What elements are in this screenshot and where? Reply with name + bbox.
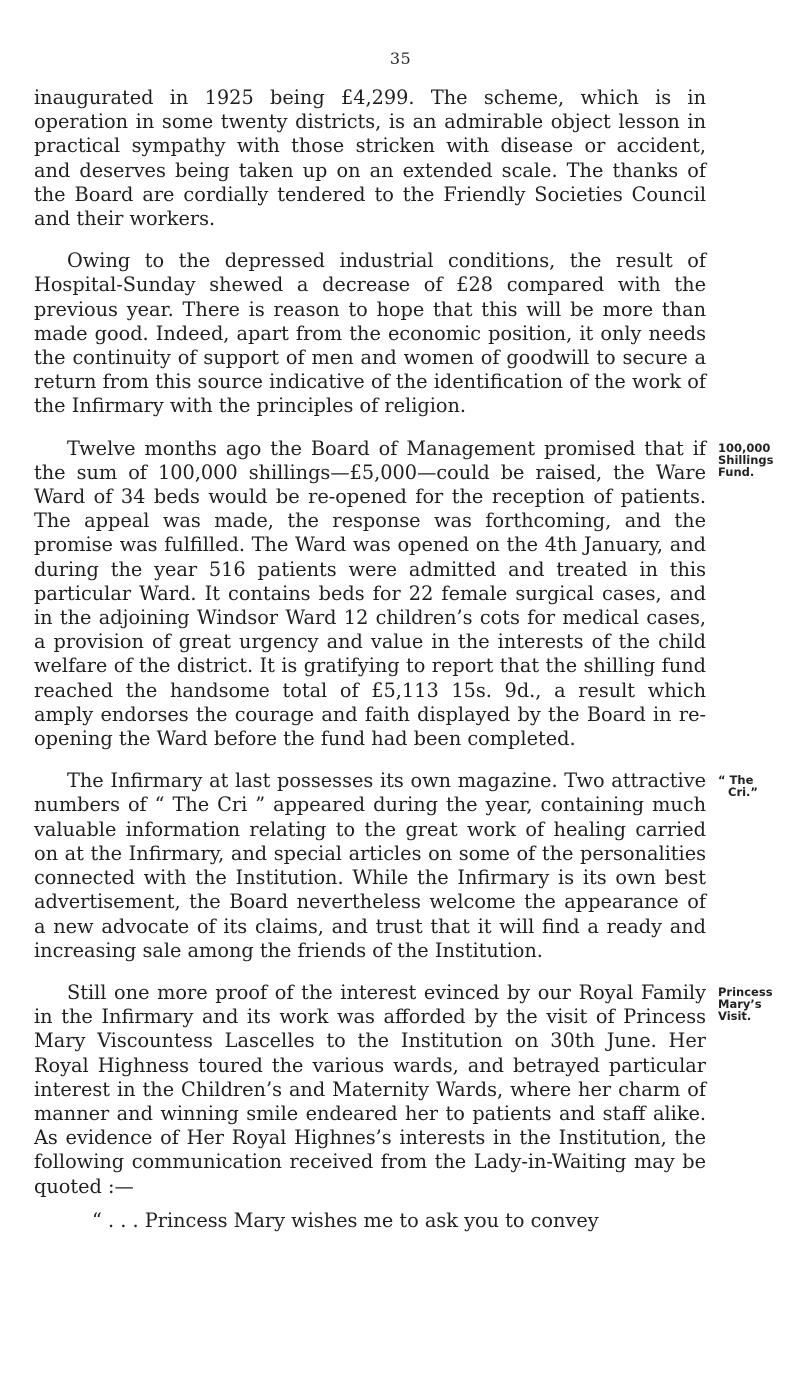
- sidenote-line: Visit.: [718, 1008, 752, 1023]
- paragraph-friendly-societies: inaugurated in 1925 being £4,299. The scheme, which is in operation in some twenty districts, is an admirable object lesson in practical sympathy with those stricken with disease or accident, and deserves being taken up on an extended scale. The thanks of the Board are cordially tendered to the Friendly Societies Council and their workers.: [34, 86, 706, 231]
- sidenote-princess-visit: [718, 986, 800, 1022]
- sidenote-line: “ The: [718, 773, 754, 788]
- body-text: [34, 86, 706, 1233]
- page-number: 35: [389, 49, 412, 68]
- sidenote-line: Princess: [718, 984, 773, 999]
- sidenote-line: 100,000: [718, 440, 771, 455]
- paragraph-the-cri: The Infirmary at last possesses its own magazine. Two attractive numbers of “ The Cri ” appeared during the year, containing much valuable information relating to the great work of healing carried on at the Infirmary, and special articles on some of the personalities connected with the Institution. While the Infirmary is its own best advertisement, the Board nevertheless welcome the appearance of a new advocate of its claims, and trust that it will find a ready and increasing sale among the friends of the Institution.: [34, 769, 706, 962]
- quoted-communication: “ . . . Princess Mary wishes me to ask you to convey: [92, 1208, 599, 1232]
- sidenote-line: Mary’s: [718, 996, 762, 1011]
- paragraph-princess-visit: Still one more proof of the interest evinced by our Royal Family in the Infirmary and its work was afforded by the visit of Princess Mary Viscountess Lascelles to the Institution on 30th June. Her Royal Highness toured the various wards, and betrayed particular interest in the Children’s and Maternity Wards, where her charm of manner and winning smile endeared her to patients and staff alike. As evidence of Her Royal Highnes’s interests in the Institution, the following communication received from the Lady-in-Waiting may be quoted :—: [34, 980, 706, 1198]
- paragraph-shillings-fund: Twelve months ago the Board of Management promised that if the sum of 100,000 shillings—£5,000—could be raised, the Ware Ward of 34 beds would be re-opened for the reception of patients. The appeal was made, the response was forthcoming, and the promise was fulfilled. The Ward was opened on the 4th January, and during the year 516 patients were admitted and treated in this particular Ward. It contains beds for 22 female surgical cases, and in the adjoining Windsor Ward 12 children’s cots for medical cases, a provision of great urgency and value in the interests of the child welfare of the district. It is gratifying to report that the shilling fund reached the handsome total of £5,113 15s. 9d., a result which amply endorses the courage and faith displayed by the Board in re-opening the Ward before the fund had been completed.: [34, 436, 706, 751]
- sidenote-line: Shillings: [718, 452, 774, 467]
- sidenote-shillings-fund: [718, 442, 800, 478]
- sidenote-the-cri: [718, 774, 800, 798]
- sidenote-line: Fund.: [718, 464, 755, 479]
- sidenote-line: Cri.”: [728, 785, 758, 800]
- paragraph-hospital-sunday: Owing to the depressed industrial conditions, the result of Hospital-Sunday shewed a decrease of £28 compared with the previous year. There is reason to hope that this will be more than made good. Indeed, apart from the economic position, it only needs the continuity of support of men and women of goodwill to secure a return from this source indicative of the identification of the work of the Infirmary with the principles of religion.: [34, 249, 706, 418]
